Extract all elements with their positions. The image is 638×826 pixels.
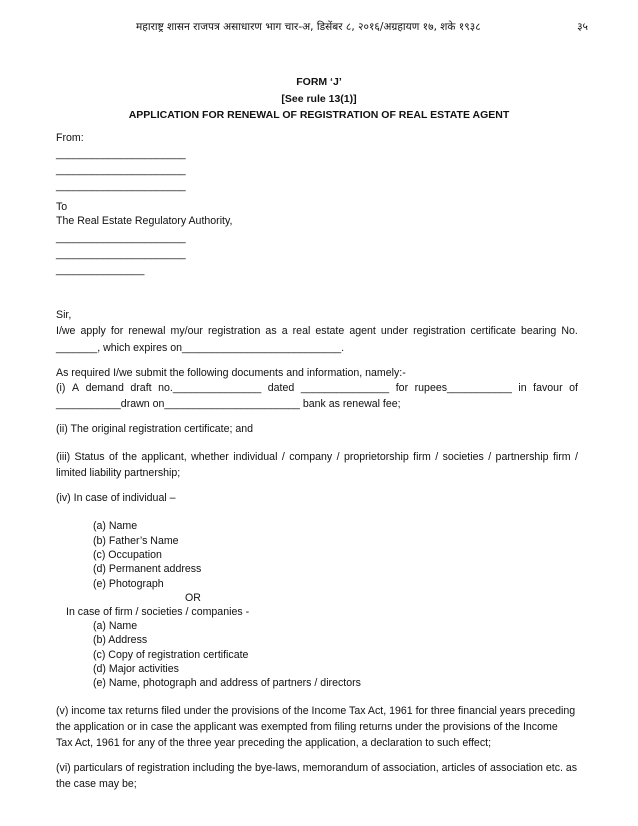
- item-6-line-1: (vi) particulars of registration including the bye-laws, memorandum of association, articles of association etc. as: [56, 762, 578, 774]
- gazette-header: [0, 20, 638, 36]
- intro-line: As required I/we submit the following documents and information, namely:-: [56, 367, 406, 379]
- to-label: To: [56, 201, 68, 213]
- paragraph-1-line-2: _______, which expires on___________________________.: [56, 342, 345, 354]
- from-label: From:: [56, 132, 84, 144]
- firm-item-a: (a) Name: [93, 620, 138, 632]
- form-heading: APPLICATION FOR RENEWAL OF REGISTRATION OF REAL ESTATE AGENT: [128, 109, 510, 121]
- from-line-2: ______________________: [56, 164, 186, 176]
- to-line-1: ______________________: [56, 232, 186, 244]
- item-1-line-2: ___________drawn on_______________________ bank as renewal fee;: [56, 398, 401, 410]
- firm-item-e: (e) Name, photograph and address of partners / directors: [93, 677, 361, 689]
- item-6-line-2: the case may be;: [56, 778, 137, 790]
- individual-item-a: (a) Name: [93, 520, 138, 532]
- to-authority: The Real Estate Regulatory Authority,: [56, 215, 233, 227]
- item-2: (ii) The original registration certificate; and: [56, 423, 254, 435]
- to-line-3: _______________: [56, 264, 145, 276]
- individual-item-e: (e) Photograph: [93, 578, 164, 590]
- firm-item-c: (c) Copy of registration certificate: [93, 649, 249, 661]
- rule-reference: [See rule 13(1)]: [281, 93, 357, 105]
- item-5-line-1: (v) income tax returns filed under the provisions of the Income Tax Act, 1961 for three financial years preceding: [56, 705, 576, 717]
- individual-item-c: (c) Occupation: [93, 549, 162, 561]
- firm-item-b: (b) Address: [93, 634, 148, 646]
- page-number: ३५: [577, 21, 588, 33]
- to-line-2: ______________________: [56, 248, 186, 260]
- item-1-line-1: (i) A demand draft no._______________ dated _______________ for rupees___________ in favour of: [56, 382, 578, 394]
- item-5-line-3: Tax Act, 1961 for any of the three year preceding the application, a declaration to such effect;: [56, 737, 492, 749]
- individual-item-d: (d) Permanent address: [93, 563, 202, 575]
- gazette-header-text: महाराष्ट्र शासन राजपत्र असाधारण भाग चार-अ, डिसेंबर ८, २०१६/अग्रहायण १७, शके १९३८: [136, 21, 481, 33]
- item-4: (iv) In case of individual –: [56, 492, 176, 504]
- item-3-line-2: limited liability partnership;: [56, 467, 181, 479]
- from-line-3: ______________________: [56, 180, 186, 192]
- firm-item-d: (d) Major activities: [93, 663, 179, 675]
- firm-heading: In case of firm / societies / companies -: [66, 606, 250, 618]
- or-separator: OR: [185, 592, 201, 604]
- salutation: Sir,: [56, 309, 72, 321]
- item-3-line-1: (iii) Status of the applicant, whether individual / company / proprietorship firm / societies / partnership firm /: [56, 451, 578, 463]
- item-5-line-2: the application or in case the applicant was exempted from filing returns under the provisions of the Income: [56, 721, 558, 733]
- from-line-1: ______________________: [56, 148, 186, 160]
- form-title: FORM ‘J’: [296, 76, 342, 88]
- individual-item-b: (b) Father’s Name: [93, 535, 179, 547]
- paragraph-1-line-1: I/we apply for renewal my/our registration as a real estate agent under registration certificate bearing No.: [56, 325, 578, 337]
